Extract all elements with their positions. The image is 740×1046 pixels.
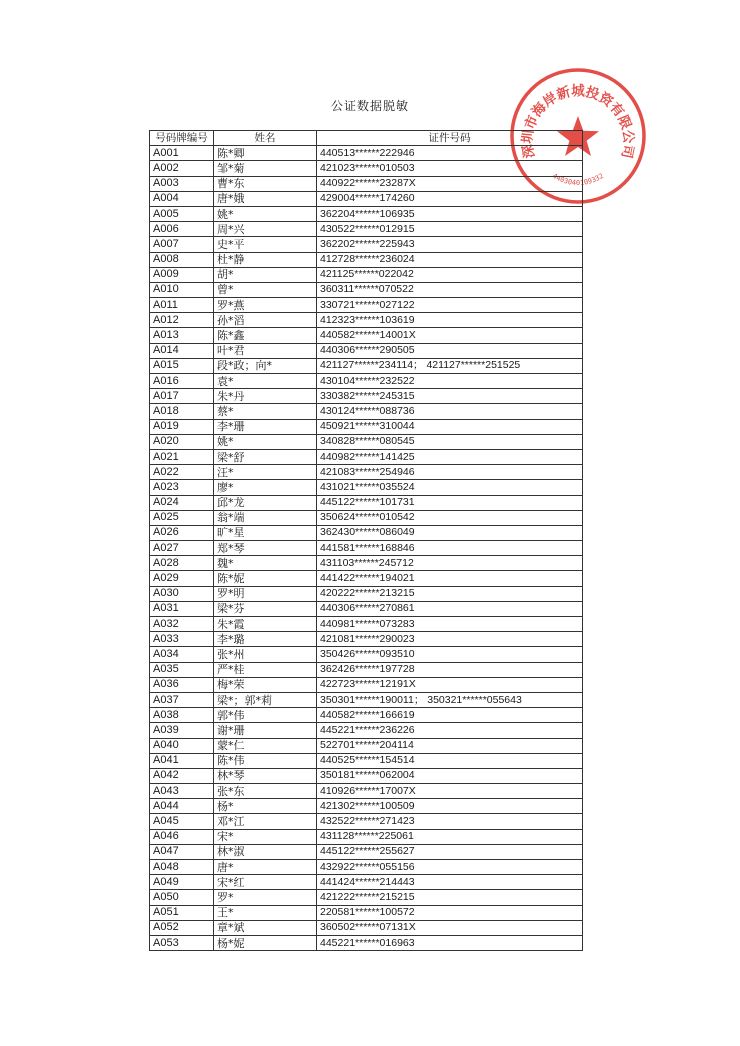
- cell-name: 林*琴: [214, 768, 317, 783]
- table-row: [150, 723, 583, 738]
- cell-id-number: 440513******222946: [317, 146, 583, 161]
- cell-plate-number: A006: [150, 222, 214, 237]
- cell-id-number: 421083******254946: [317, 465, 583, 480]
- cell-plate-number: A031: [150, 601, 214, 616]
- cell-id-number: 350181******062004: [317, 768, 583, 783]
- table-row: [150, 799, 583, 814]
- cell-plate-number: A011: [150, 298, 214, 313]
- table-row: [150, 784, 583, 799]
- seal-text-path: 深圳市海岸新城投资有限公司: [519, 83, 637, 160]
- cell-plate-number: A034: [150, 647, 214, 662]
- cell-name: 李*珊: [214, 419, 317, 434]
- cell-plate-number: A018: [150, 404, 214, 419]
- cell-name: 唐*: [214, 860, 317, 875]
- cell-name: 魏*: [214, 556, 317, 571]
- table-row: [150, 176, 583, 191]
- cell-id-number: 362426******197728: [317, 662, 583, 677]
- cell-name: 陈*妮: [214, 571, 317, 586]
- table-row: [150, 313, 583, 328]
- cell-id-number: 330721******027122: [317, 298, 583, 313]
- cell-id-number: 440582******166619: [317, 708, 583, 723]
- cell-name: 杜*静: [214, 252, 317, 267]
- cell-name: 严*桂: [214, 662, 317, 677]
- cell-name: 罗*明: [214, 586, 317, 601]
- document-title: 公证数据脱敏: [330, 99, 409, 113]
- cell-plate-number: A048: [150, 860, 214, 875]
- cell-name: 姚*: [214, 206, 317, 221]
- cell-plate-number: A029: [150, 571, 214, 586]
- table-row: [150, 768, 583, 783]
- table-row: [150, 708, 583, 723]
- cell-name: 曾*: [214, 282, 317, 297]
- cell-id-number: 421125******022042: [317, 267, 583, 282]
- cell-name: 梁*；郭*莉: [214, 692, 317, 707]
- table-row: [150, 692, 583, 707]
- cell-id-number: 412323******103619: [317, 313, 583, 328]
- records-table: [149, 130, 583, 951]
- cell-name: 蒙*仁: [214, 738, 317, 753]
- cell-id-number: 441581******168846: [317, 541, 583, 556]
- table-row: [150, 206, 583, 221]
- cell-id-number: 440981******073283: [317, 617, 583, 632]
- table-row: [150, 662, 583, 677]
- table-row: [150, 905, 583, 920]
- table-row: [150, 814, 583, 829]
- cell-plate-number: A012: [150, 313, 214, 328]
- table-row: [150, 191, 583, 206]
- cell-name: 汪*: [214, 465, 317, 480]
- table-row: [150, 237, 583, 252]
- cell-plate-number: A001: [150, 146, 214, 161]
- seal-number-path: 4403040109332: [551, 171, 605, 188]
- cell-name: 邱*龙: [214, 495, 317, 510]
- table-row: [150, 647, 583, 662]
- cell-name: 孙*滔: [214, 313, 317, 328]
- cell-plate-number: A028: [150, 556, 214, 571]
- cell-plate-number: A013: [150, 328, 214, 343]
- cell-plate-number: A038: [150, 708, 214, 723]
- cell-name: 郑*琴: [214, 541, 317, 556]
- cell-name: 史*平: [214, 237, 317, 252]
- cell-plate-number: A022: [150, 465, 214, 480]
- cell-id-number: 360502******07131X: [317, 920, 583, 935]
- cell-plate-number: A046: [150, 829, 214, 844]
- cell-name: 段*政；向*: [214, 358, 317, 373]
- cell-plate-number: A043: [150, 784, 214, 799]
- cell-name: 李*璐: [214, 632, 317, 647]
- table-row: [150, 419, 583, 434]
- cell-plate-number: A008: [150, 252, 214, 267]
- cell-plate-number: A004: [150, 191, 214, 206]
- table-row: [150, 495, 583, 510]
- table-row: [150, 358, 583, 373]
- cell-name: 蔡*: [214, 404, 317, 419]
- cell-plate-number: A010: [150, 282, 214, 297]
- cell-plate-number: A044: [150, 799, 214, 814]
- cell-plate-number: A049: [150, 875, 214, 890]
- cell-id-number: 421127******234114； 421127******251525: [317, 358, 583, 373]
- table-row: [150, 860, 583, 875]
- table-row: [150, 541, 583, 556]
- table-row: [150, 328, 583, 343]
- column-header-name: 姓名: [214, 131, 317, 146]
- cell-plate-number: A020: [150, 434, 214, 449]
- cell-plate-number: A032: [150, 617, 214, 632]
- cell-id-number: 445221******016963: [317, 935, 583, 950]
- cell-id-number: 350426******093510: [317, 647, 583, 662]
- cell-plate-number: A042: [150, 768, 214, 783]
- table-row: [150, 480, 583, 495]
- cell-id-number: 441424******214443: [317, 875, 583, 890]
- cell-plate-number: A025: [150, 510, 214, 525]
- cell-id-number: 432922******055156: [317, 860, 583, 875]
- table-row: [150, 465, 583, 480]
- column-header-id: 证件号码: [317, 131, 583, 146]
- cell-id-number: 430124******088736: [317, 404, 583, 419]
- cell-plate-number: A015: [150, 358, 214, 373]
- cell-name: 唐*娥: [214, 191, 317, 206]
- cell-plate-number: A024: [150, 495, 214, 510]
- cell-plate-number: A041: [150, 753, 214, 768]
- table-row: [150, 343, 583, 358]
- cell-id-number: 440922******23287X: [317, 176, 583, 191]
- cell-id-number: 440582******14001X: [317, 328, 583, 343]
- cell-plate-number: A052: [150, 920, 214, 935]
- cell-id-number: 421302******100509: [317, 799, 583, 814]
- cell-id-number: 362202******225943: [317, 237, 583, 252]
- table-row: [150, 404, 583, 419]
- cell-name: 郭*伟: [214, 708, 317, 723]
- cell-plate-number: A019: [150, 419, 214, 434]
- cell-plate-number: A021: [150, 449, 214, 464]
- cell-plate-number: A040: [150, 738, 214, 753]
- cell-name: 叶*君: [214, 343, 317, 358]
- cell-plate-number: A039: [150, 723, 214, 738]
- cell-plate-number: A003: [150, 176, 214, 191]
- cell-plate-number: A009: [150, 267, 214, 282]
- table-row: [150, 844, 583, 859]
- cell-name: 姚*: [214, 434, 317, 449]
- cell-name: 宋*红: [214, 875, 317, 890]
- table-row: [150, 510, 583, 525]
- table-row: [150, 556, 583, 571]
- cell-plate-number: A017: [150, 389, 214, 404]
- cell-id-number: 350301******190011； 350321******055643: [317, 692, 583, 707]
- table-row: [150, 677, 583, 692]
- cell-name: 陈*伟: [214, 753, 317, 768]
- cell-id-number: 430104******232522: [317, 374, 583, 389]
- cell-id-number: 440306******290505: [317, 343, 583, 358]
- cell-name: 杨*: [214, 799, 317, 814]
- table-header-row: [150, 131, 583, 146]
- cell-id-number: 330382******245315: [317, 389, 583, 404]
- cell-plate-number: A014: [150, 343, 214, 358]
- cell-plate-number: A016: [150, 374, 214, 389]
- cell-name: 朱*霞: [214, 617, 317, 632]
- cell-id-number: 450921******310044: [317, 419, 583, 434]
- cell-plate-number: A036: [150, 677, 214, 692]
- cell-name: 林*淑: [214, 844, 317, 859]
- cell-id-number: 340828******080545: [317, 434, 583, 449]
- cell-id-number: 445122******255627: [317, 844, 583, 859]
- cell-name: 章*斌: [214, 920, 317, 935]
- table-row: [150, 935, 583, 950]
- cell-id-number: 431128******225061: [317, 829, 583, 844]
- cell-name: 谢*珊: [214, 723, 317, 738]
- cell-plate-number: A053: [150, 935, 214, 950]
- cell-id-number: 360311******070522: [317, 282, 583, 297]
- cell-id-number: 522701******204114: [317, 738, 583, 753]
- table-row: [150, 222, 583, 237]
- cell-id-number: 445122******101731: [317, 495, 583, 510]
- cell-name: 梅*荣: [214, 677, 317, 692]
- cell-plate-number: A005: [150, 206, 214, 221]
- cell-name: 梁*舒: [214, 449, 317, 464]
- cell-id-number: 429004******174260: [317, 191, 583, 206]
- column-header-number: 号码牌编号: [150, 131, 214, 146]
- cell-id-number: 421222******215215: [317, 890, 583, 905]
- cell-name: 张*东: [214, 784, 317, 799]
- cell-id-number: 362204******106935: [317, 206, 583, 221]
- cell-name: 廖*: [214, 480, 317, 495]
- table-row: [150, 267, 583, 282]
- cell-name: 曹*东: [214, 176, 317, 191]
- table-row: [150, 632, 583, 647]
- cell-plate-number: A045: [150, 814, 214, 829]
- cell-plate-number: A033: [150, 632, 214, 647]
- table-row: [150, 571, 583, 586]
- cell-id-number: 422723******12191X: [317, 677, 583, 692]
- records-body: [150, 146, 583, 951]
- table-row: [150, 875, 583, 890]
- cell-plate-number: A027: [150, 541, 214, 556]
- cell-id-number: 431103******245712: [317, 556, 583, 571]
- cell-id-number: 430522******012915: [317, 222, 583, 237]
- table-row: [150, 738, 583, 753]
- table-row: [150, 282, 583, 297]
- table-row: [150, 890, 583, 905]
- cell-name: 梁*芬: [214, 601, 317, 616]
- cell-id-number: 432522******271423: [317, 814, 583, 829]
- cell-id-number: 362430******086049: [317, 525, 583, 540]
- cell-name: 陈*鑫: [214, 328, 317, 343]
- table-row: [150, 449, 583, 464]
- table-row: [150, 146, 583, 161]
- cell-name: 邹*菊: [214, 161, 317, 176]
- cell-id-number: 421081******290023: [317, 632, 583, 647]
- cell-plate-number: A007: [150, 237, 214, 252]
- cell-plate-number: A002: [150, 161, 214, 176]
- table-row: [150, 601, 583, 616]
- table-row: [150, 829, 583, 844]
- cell-name: 朱*丹: [214, 389, 317, 404]
- table-row: [150, 434, 583, 449]
- table-row: [150, 586, 583, 601]
- cell-name: 罗*燕: [214, 298, 317, 313]
- cell-plate-number: A037: [150, 692, 214, 707]
- cell-name: 袁*: [214, 374, 317, 389]
- cell-name: 周*兴: [214, 222, 317, 237]
- cell-name: 张*州: [214, 647, 317, 662]
- cell-id-number: 440982******141425: [317, 449, 583, 464]
- table-row: [150, 525, 583, 540]
- cell-name: 旷*星: [214, 525, 317, 540]
- cell-id-number: 440306******270861: [317, 601, 583, 616]
- cell-id-number: 445221******236226: [317, 723, 583, 738]
- cell-name: 邓*江: [214, 814, 317, 829]
- table-row: [150, 753, 583, 768]
- cell-name: 王*: [214, 905, 317, 920]
- cell-name: 翁*端: [214, 510, 317, 525]
- cell-plate-number: A023: [150, 480, 214, 495]
- cell-id-number: 410926******17007X: [317, 784, 583, 799]
- cell-id-number: 350624******010542: [317, 510, 583, 525]
- cell-name: 陈*卿: [214, 146, 317, 161]
- cell-id-number: 440525******154514: [317, 753, 583, 768]
- cell-name: 宋*: [214, 829, 317, 844]
- cell-name: 杨*妮: [214, 935, 317, 950]
- table-row: [150, 617, 583, 632]
- cell-id-number: 431021******035524: [317, 480, 583, 495]
- table-row: [150, 389, 583, 404]
- cell-name: 胡*: [214, 267, 317, 282]
- cell-id-number: 412728******236024: [317, 252, 583, 267]
- table-row: [150, 920, 583, 935]
- table-row: [150, 252, 583, 267]
- cell-id-number: 220581******100572: [317, 905, 583, 920]
- cell-plate-number: A047: [150, 844, 214, 859]
- cell-plate-number: A026: [150, 525, 214, 540]
- table-row: [150, 374, 583, 389]
- cell-plate-number: A051: [150, 905, 214, 920]
- cell-id-number: 441422******194021: [317, 571, 583, 586]
- cell-id-number: 420222******213215: [317, 586, 583, 601]
- cell-name: 罗*: [214, 890, 317, 905]
- cell-plate-number: A030: [150, 586, 214, 601]
- table-row: [150, 298, 583, 313]
- cell-plate-number: A050: [150, 890, 214, 905]
- cell-id-number: 421023******010503: [317, 161, 583, 176]
- table-row: [150, 161, 583, 176]
- cell-plate-number: A035: [150, 662, 214, 677]
